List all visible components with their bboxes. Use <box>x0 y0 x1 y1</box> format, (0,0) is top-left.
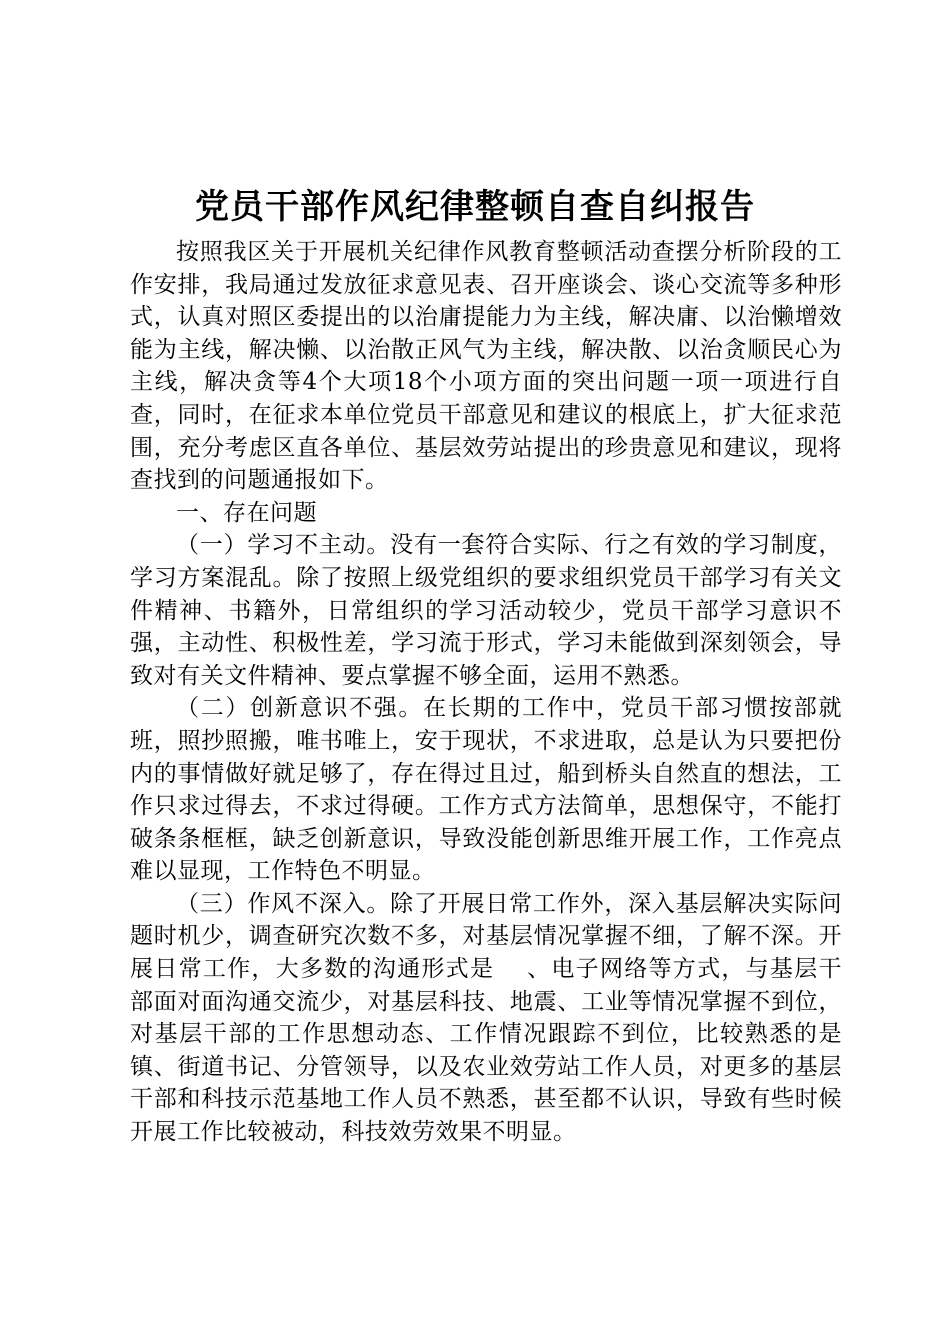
issue-paragraph-3: （三）作风不深入。除了开展日常工作外，深入基层解决实际问题时机少，调查研究次数不多，对基层情况掌握不细，了解不深。开展日常工作，大多数的沟通形式是 、电子网络等方式，与基层干部面对面沟通交流少，对基层科技、地震、工业等情况掌握不到位，对基层干部的工作思想动态、工作情况跟踪不到位，比较熟悉的是镇、街道书记、分管领导，以及农业效劳站工作人员，对更多的基层干部和科技示范基地工作人员不熟悉，甚至都不认识，导致有些时候开展工作比较被动，科技效劳效果不明显。 <box>130 890 842 1146</box>
document-title: 党员干部作风纪律整顿自查自纠报告 <box>195 187 755 227</box>
section-heading: 一、存在问题 <box>176 499 317 526</box>
issue-paragraph-1: （一）学习不主动。没有一套符合实际、行之有效的学习制度，学习方案混乱。除了按照上级党组织的要求组织党员干部学习有关文件精神、书籍外，日常组织的学习活动较少，党员干部学习意识不强，主动性、积极性差，学习流于形式，学习未能做到深刻领会，导致对有关文件精神、要点掌握不够全面，运用不熟悉。 <box>130 532 842 689</box>
intro-paragraph: 按照我区关于开展机关纪律作风教育整顿活动查摆分析阶段的工作安排，我局通过发放征求意见表、召开座谈会、谈心交流等多种形式，认真对照区委提出的以治庸提能力为主线，解决庸、以治懒增效能为主线，解决懒、以治散正风气为主线，解决散、以治贪顺民心为主线，解决贪等4个大项18个小项方面的突出问题一项一项进行自查，同时，在征求本单位党员干部意见和建议的根底上，扩大征求范围，充分考虑区直各单位、基层效劳站提出的珍贵意见和建议，现将查找到的问题通报如下。 <box>130 239 842 494</box>
issue-paragraph-2: （二）创新意识不强。在长期的工作中，党员干部习惯按部就班，照抄照搬，唯书唯上，安于现状，不求进取，总是认为只要把份内的事情做好就足够了，存在得过且过，船到桥头自然直的想法，工作只求过得去，不求过得硬。工作方式方法简单，思想保守，不能打破条条框框，缺乏创新意识，导致没能创新思维开展工作，工作亮点难以显现，工作特色不明显。 <box>130 695 842 885</box>
document-body <box>130 236 842 1149</box>
